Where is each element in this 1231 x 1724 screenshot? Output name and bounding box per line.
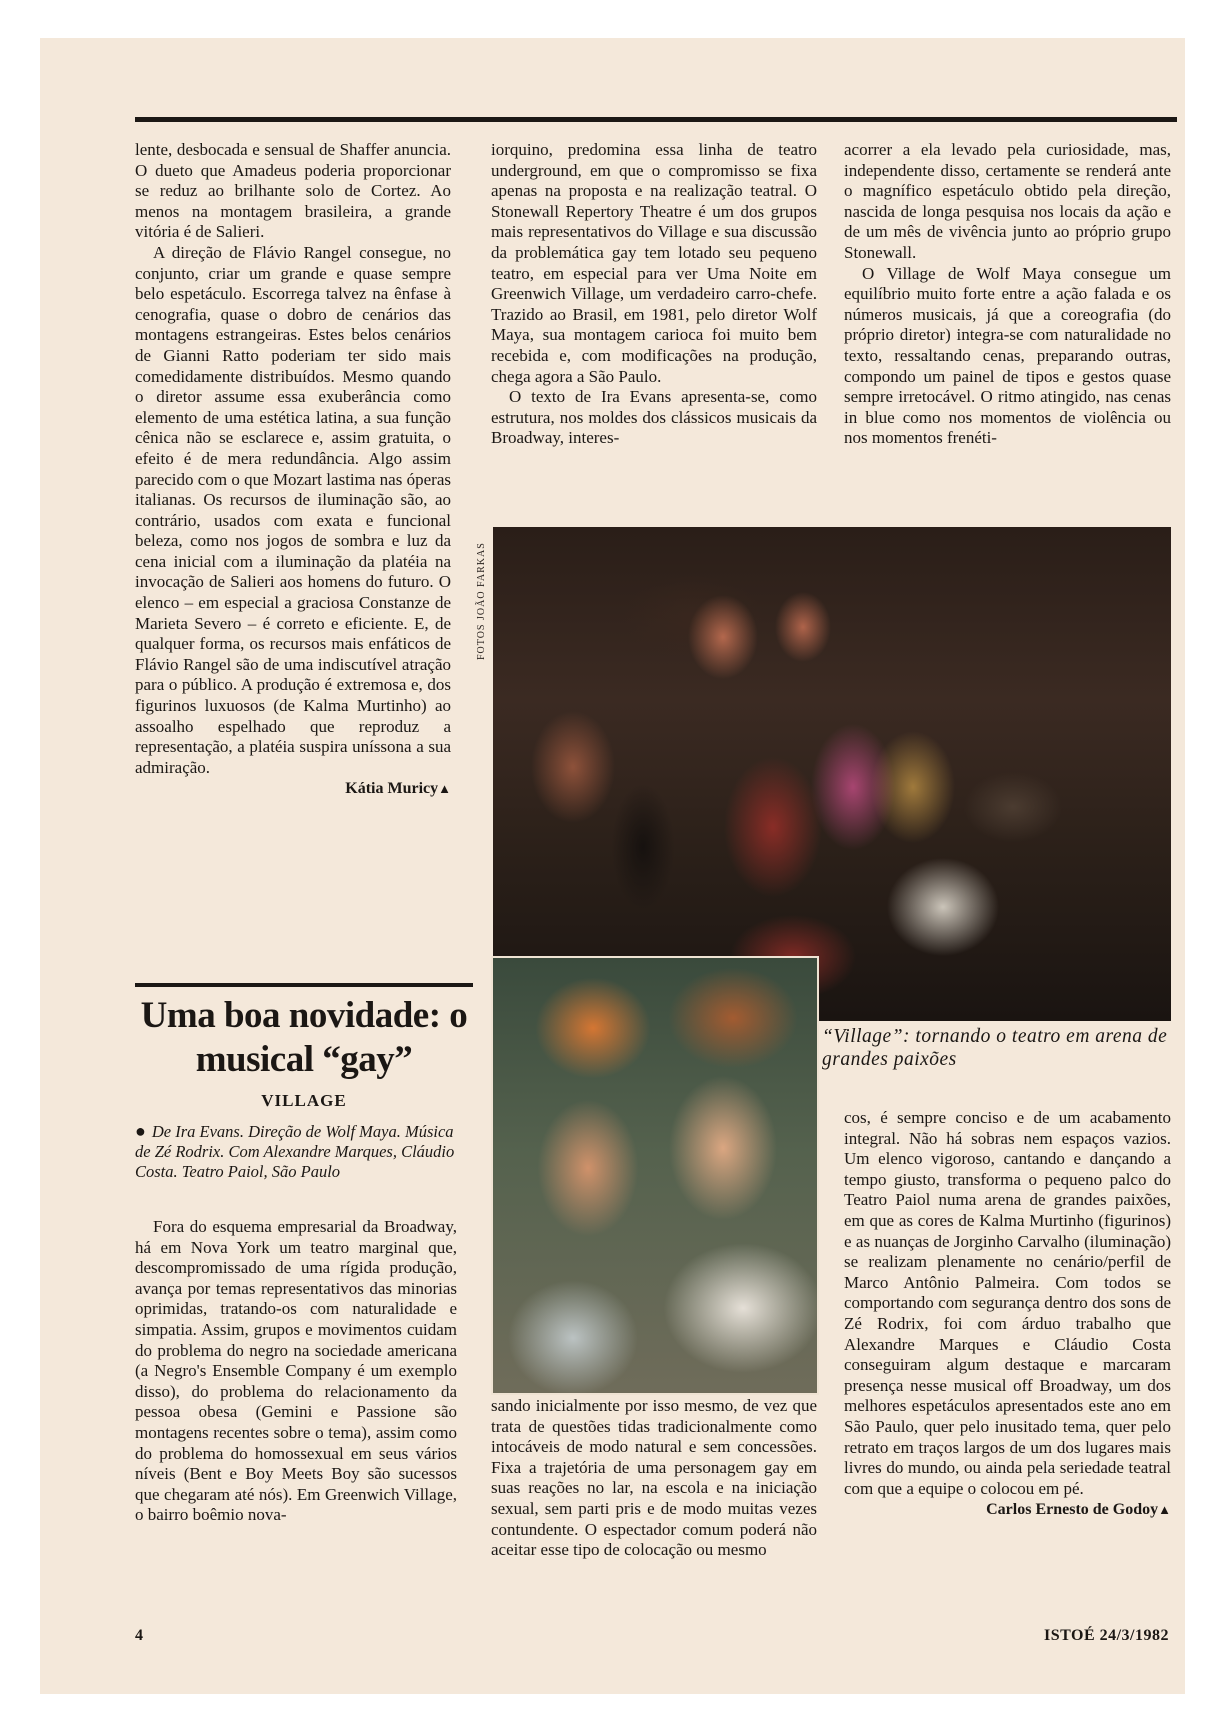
paragraph: sando inicialmente por isso mesmo, de vez que trata de questões tidas tradicionalmente como intocáveis de modo natural e sem concessões. Fixa a trajetória de uma personagem gay em suas reações no lar, na escola e na iniciação sexual, sem parti pris e de modo muitas vezes contundente. O espectador comum poderá não aceitar esse tipo de colocação ou mesmo — [491, 1396, 817, 1560]
paragraph: iorquino, predomina essa linha de teatro underground, em que o compromisso se fixa apenas na proposta e na realização teatral. O Stonewall Repertory Theatre é um dos grupos mais representativos do Village e sua discussão da problemática gay tem lotado seu pequeno teatro, em especial para ver Uma Noite em Greenwich Village, um verdadeiro carro-chefe. Trazido ao Brasil, em 1981, pelo diretor Wolf Maya, sua montagem carioca foi muito bem recebida e, com modificações na produção, chega agora a São Paulo. — [491, 140, 817, 386]
photo-credit: FOTOS JOÃO FARKAS — [476, 542, 487, 660]
column-1-bottom — [135, 1217, 457, 1617]
column-1-top — [135, 140, 451, 976]
column-2-bottom — [491, 1396, 817, 1618]
issue-date: ISTOÉ 24/3/1982 — [1043, 1627, 1169, 1644]
paragraph: acorrer a ela levado pela curiosidade, mas, independente disso, certamente se renderá ante o magnífico espetáculo obtido pela direção, nascida de longa pesquisa nos locais da ação e de um mês de vivência junto ao próprio grupo Stonewall. — [844, 140, 1171, 262]
couple-closeup-photo — [491, 956, 819, 1395]
page-number: 4 — [135, 1627, 143, 1644]
top-rule — [135, 117, 1177, 122]
cast-group-photo — [493, 527, 1171, 1021]
headline: Uma boa novidade: o musical “gay” — [140, 995, 468, 1080]
paragraph: lente, desbocada e sensual de Shaffer anuncia. O dueto que Amadeus poderia proporcionar se reduz ao brilhante solo de Cortez. Ao menos na montagem brasileira, a grande vitória é de Salieri. — [135, 140, 451, 242]
byline-1: Kátia Muricy▲ — [345, 780, 451, 798]
show-credits: ● De Ira Evans. Direção de Wolf Maya. Música de Zé Rodrix. Com Alexandre Marques, Cláudio Costa. Teatro Paiol, São Paulo — [135, 1121, 455, 1182]
column-2-top — [491, 140, 817, 520]
bullet: ● — [135, 1121, 146, 1141]
section-rule — [135, 983, 473, 987]
photo-caption: “Village”: tornando o teatro em arena de grandes paixões — [822, 1026, 1168, 1070]
paragraph: cos, é sempre conciso e de um acabamento integral. Não há sobras nem espaços vazios. Um elenco vigoroso, cantando e dançando a tempo giusto, transforma o pequeno palco do Teatro Paiol numa arena de grandes paixões, em que as cores de Kalma Murtinho (figurinos) e as nuanças de Jorginho Carvalho (iluminação) se realizam plenamente no cenário/perfil de Marco Antônio Palmeira. Com todos se comportando com segurança dentro dos sons de Zé Rodrix, foi com árduo trabalho que Alexandre Marques e Cláudio Costa conseguiram algum destaque e marcaram presença nesse musical off Broadway, um dos melhores espetáculos apresentados este ano em São Paulo, quer pelo inusitado tema, quer pelo retrato em traços largos de um dos lugares mais livres do mundo, ou ainda pela seriedade teatral com que a equipe o colocou em pé. — [844, 1108, 1171, 1498]
byline-2: Carlos Ernesto de Godoy▲ — [986, 1501, 1171, 1519]
paragraph: A direção de Flávio Rangel consegue, no conjunto, criar um grande e quase sempre belo espetáculo. Escorrega talvez na ênfase à cenografia, quase o dobro de cenários das montagens estrangeiras. Estes belos cenários de Gianni Ratto poderiam ter sido mais comedidamente distribuídos. Mesmo quando o diretor assume essa exuberância como elemento de uma estética latina, a sua função cênica não se esclarece e, assim gratuita, o efeito é de mera redundância. Algo assim parecido com o que Mozart lastima nas óperas italianas. Os recursos de iluminação são, ao contrário, usados com exata e funcional beleza, como nos jogos de sombra e luz da cena inicial com a iluminação da platéia na invocação de Salieri aos homens do futuro. O elenco – em especial a graciosa Constanze de Marieta Severo – é correto e eficiente. E, de qualquer forma, os recursos mais enfáticos de Flávio Rangel são de uma indiscutível atração para o público. A produção é extremosa e, dos figurinos luxuosos (de Kalma Murtinho) ao assoalho espelhado que reproduz a representação, a platéia suspira uníssona a sua admiração. — [135, 242, 451, 777]
show-title: VILLAGE — [261, 1091, 347, 1110]
paragraph: O Village de Wolf Maya consegue um equilíbrio muito forte entre a ação falada e os números musicais, já que a coreografia (do próprio diretor) integra-se com naturalidade no texto, ressaltando cenas, preparando outras, compondo um painel de tipos e gestos quase sempre irretocável. O ritmo atingido, nas cenas in blue como nos momentos de violência ou nos momentos frenéti- — [844, 263, 1171, 448]
end-mark: ▲ — [1158, 1502, 1171, 1518]
paragraph: O texto de Ira Evans apresenta-se, como estrutura, nos moldes dos clássicos musicais da Broadway, interes- — [491, 387, 817, 448]
column-3-top — [844, 140, 1171, 520]
paragraph: Fora do esquema empresarial da Broadway, há em Nova York um teatro marginal que, descompromissado de uma rígida produção, avança por temas representativos das minorias oprimidas, tratando-os com naturalidade e simpatia. Assim, grupos e movimentos cuidam do problema do negro na sociedade americana (a Negro's Ensemble Company é um exemplo disso), do problema do relacionamento da pessoa obesa (Gemini e Passione são montagens recentes sobre o tema), assim como do problema do homossexual em seus vários níveis (Bent e Boy Meets Boy são sucessos que chegaram até nós). Em Greenwich Village, o bairro boêmio nova- — [135, 1217, 457, 1525]
column-3-bottom — [844, 1108, 1171, 1618]
end-mark: ▲ — [438, 781, 451, 797]
